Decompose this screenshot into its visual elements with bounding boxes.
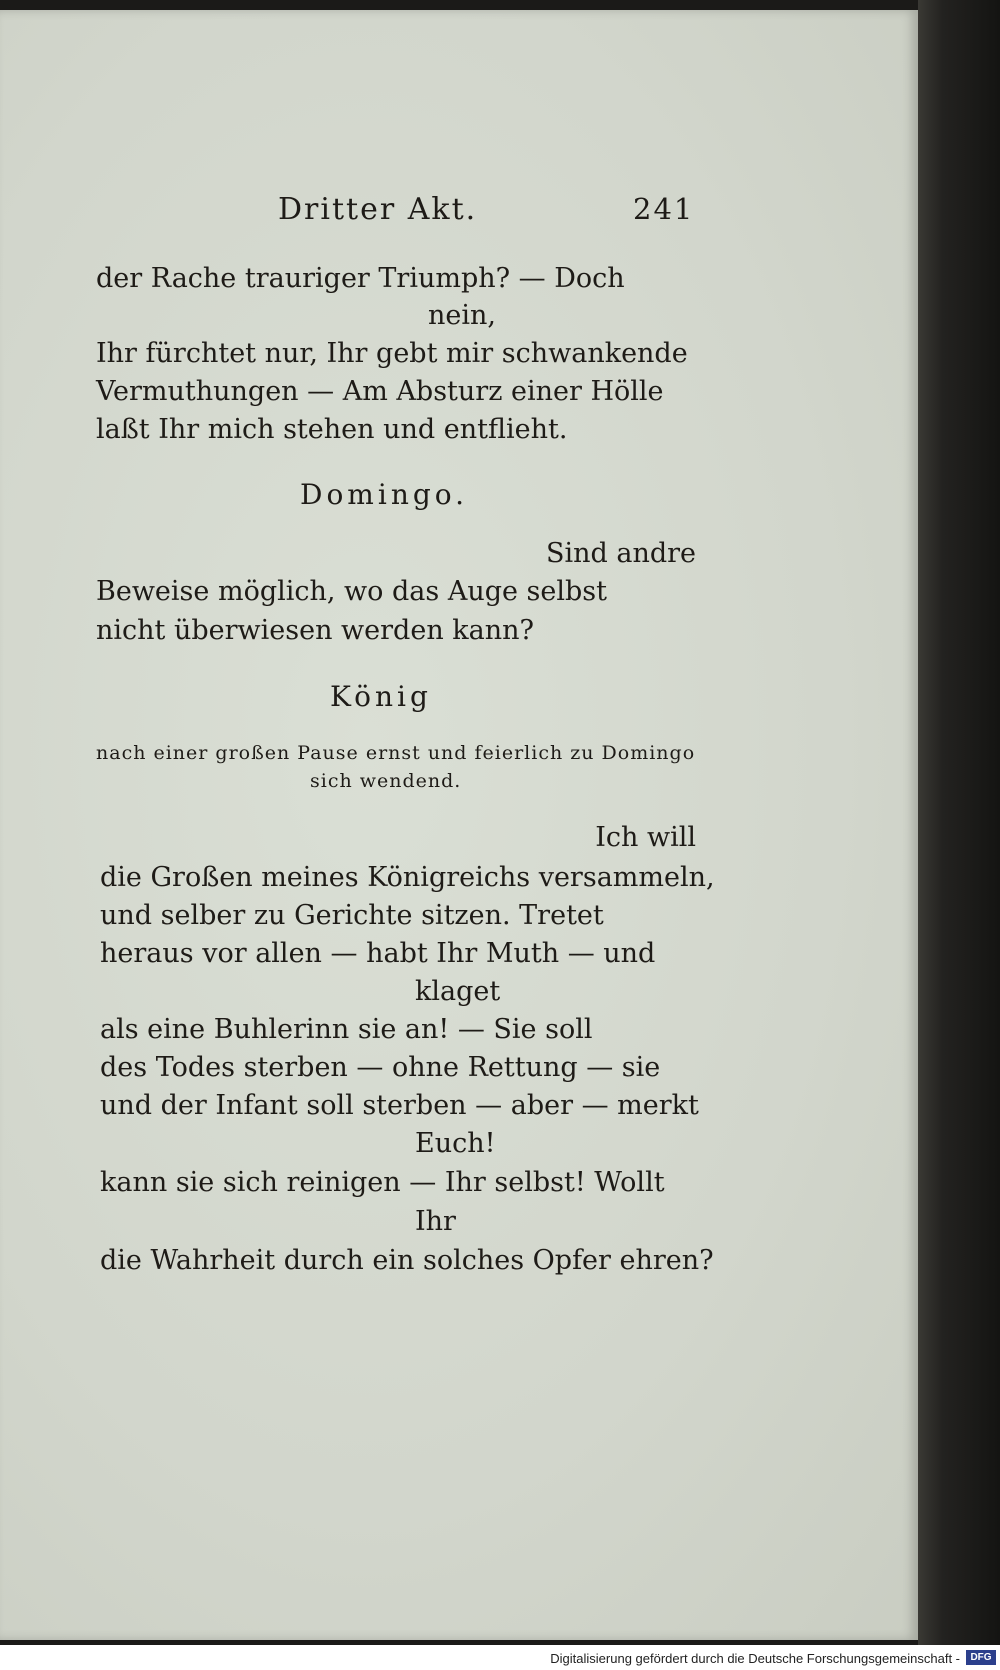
text-line: klaget <box>415 976 501 1007</box>
page-number: 241 <box>633 192 695 226</box>
text-line: Vermuthungen — Am Absturz einer Hölle <box>96 376 664 407</box>
speaker-name: König <box>330 680 432 713</box>
footer-credit: Digitalisierung gefördert durch die Deutsche Forschungsgemeinschaft - <box>550 1651 960 1666</box>
text-line: Ihr <box>415 1206 456 1237</box>
speaker-name: Domingo. <box>300 478 469 511</box>
text-line: nicht überwiesen werden kann? <box>96 615 534 646</box>
text-line: die Wahrheit durch ein solches Opfer ehren? <box>100 1245 714 1276</box>
text-line: heraus vor allen — habt Ihr Muth — und <box>100 938 656 969</box>
stage-direction: nach einer großen Pause ernst und feierlich zu Domingo <box>96 742 696 764</box>
text-line: des Todes sterben — ohne Rettung — sie <box>100 1052 661 1083</box>
text-line: Ich will <box>595 822 696 853</box>
footer-bar <box>0 1645 1000 1670</box>
text-line: und der Infant soll sterben — aber — merkt <box>100 1090 699 1121</box>
text-line: der Rache trauriger Triumph? — Doch <box>96 263 625 294</box>
text-line: laßt Ihr mich stehen und entflieht. <box>96 414 568 445</box>
book-page <box>0 10 918 1640</box>
text-line: die Großen meines Königreichs versammeln, <box>100 862 715 893</box>
dfg-logo: DFG <box>966 1650 996 1665</box>
text-line: Euch! <box>415 1128 496 1159</box>
text-line: Ihr fürchtet nur, Ihr gebt mir schwankende <box>96 338 688 369</box>
scan-dark-edge <box>918 0 1000 1645</box>
text-line: nein, <box>428 300 496 331</box>
text-line: Beweise möglich, wo das Auge selbst <box>96 576 608 607</box>
text-line: und selber zu Gerichte sitzen. Tretet <box>100 900 604 931</box>
stage-direction: sich wendend. <box>310 770 462 792</box>
text-line: als eine Buhlerinn sie an! — Sie soll <box>100 1014 593 1045</box>
running-title: Dritter Akt. <box>278 192 478 227</box>
text-line: Sind andre <box>545 538 696 569</box>
text-line: kann sie sich reinigen — Ihr selbst! Wollt <box>100 1167 665 1198</box>
